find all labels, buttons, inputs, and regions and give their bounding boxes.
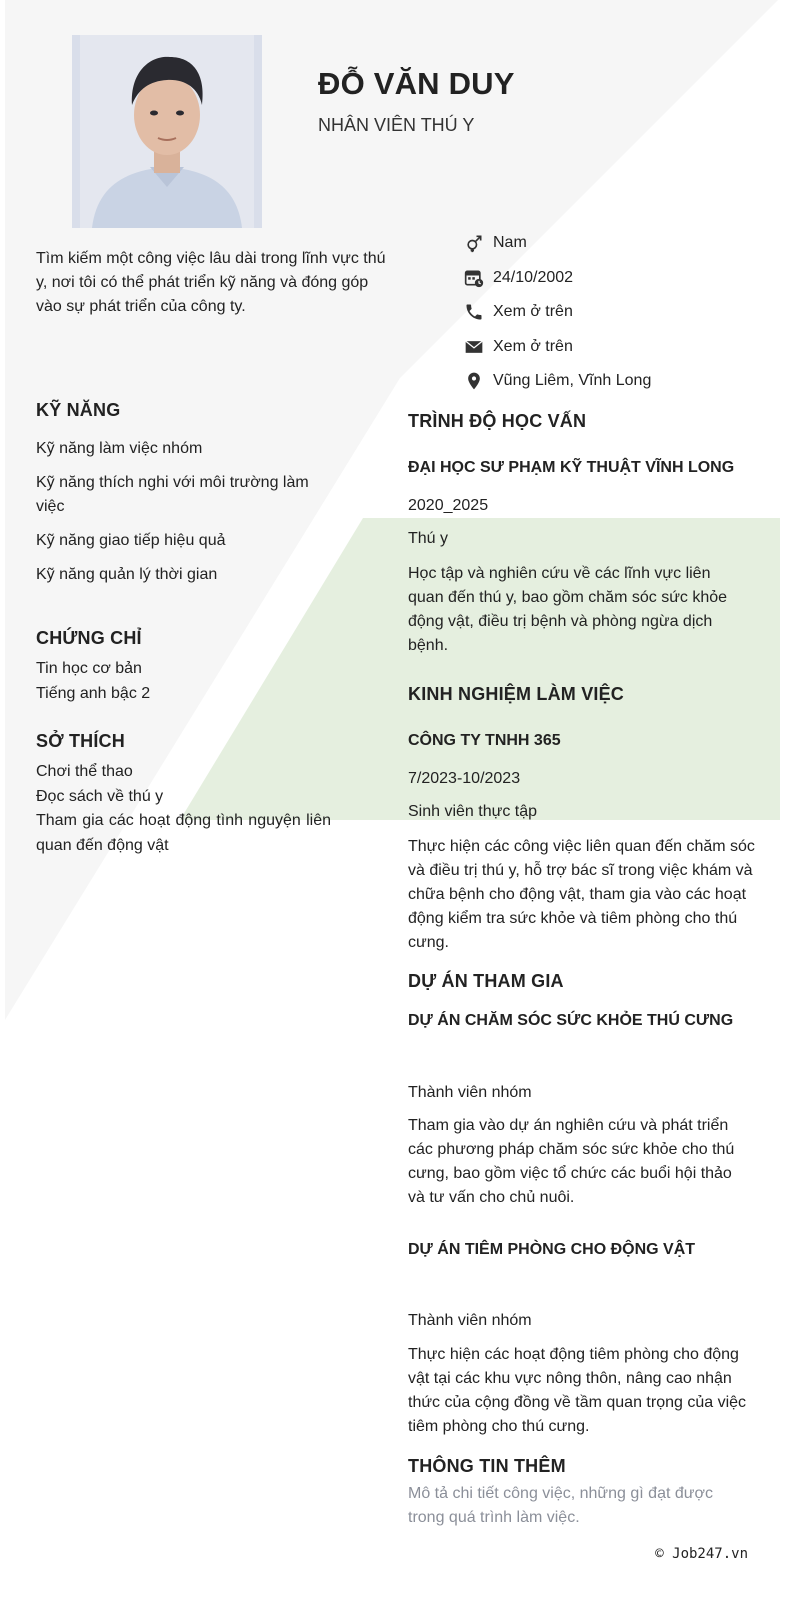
hobbies-section <box>36 731 331 858</box>
additional-info-title: THÔNG TIN THÊM <box>408 1456 566 1476</box>
email-icon <box>463 336 485 358</box>
certificates-list <box>36 657 331 706</box>
education-school: ĐẠI HỌC SƯ PHẠM KỸ THUẬT VĨNH LONG <box>408 459 735 476</box>
skill-item: Kỹ năng quản lý thời gian <box>36 566 218 583</box>
certificates-title: CHỨNG CHỈ <box>36 628 142 648</box>
contact-gender <box>463 226 783 261</box>
education-period: 2020_2025 <box>408 497 489 514</box>
hobby-item: Chơi thể thao <box>36 763 133 780</box>
hobby-item: Tham gia các hoạt động tình nguyện liên quan đến động vật <box>36 812 331 854</box>
gender-icon <box>463 232 485 254</box>
skills-section <box>36 400 331 597</box>
contact-email <box>463 330 783 365</box>
hobbies-list <box>36 760 331 858</box>
project-role: Thành viên nhóm <box>408 1312 532 1329</box>
education-description: Học tập và nghiên cứu về các lĩnh vực liên quan đến thú y, bao gồm chăm sóc sức khỏe động vật, điều trị bệnh và phòng ngừa dịch bệnh. <box>408 565 728 654</box>
phone-value: Xem ở trên <box>493 303 573 321</box>
avatar <box>72 35 262 228</box>
contact-phone <box>463 295 783 330</box>
skills-list <box>36 437 331 587</box>
skill-item: Kỹ năng thích nghi với môi trường làm việc <box>36 474 309 515</box>
experience-period: 7/2023-10/2023 <box>408 770 521 787</box>
experience-role: Sinh viên thực tập <box>408 803 538 820</box>
project-name: DỰ ÁN TIÊM PHÒNG CHO ĐỘNG VẬT <box>408 1241 696 1258</box>
hobbies-title: SỞ THÍCH <box>36 731 125 751</box>
footer-copyright: © Job247.vn <box>655 1546 748 1562</box>
calendar-icon <box>463 267 485 289</box>
location-icon <box>463 370 485 392</box>
certificate-item: Tiếng anh bậc 2 <box>36 684 151 702</box>
skills-title: KỸ NĂNG <box>36 400 121 420</box>
candidate-name: ĐỖ VĂN DUY <box>318 66 515 101</box>
skill-item: Kỹ năng làm việc nhóm <box>36 440 203 457</box>
contact-address <box>463 364 783 399</box>
project-description: Thực hiện các hoạt động tiêm phòng cho động vật tại các khu vực nông thôn, nâng cao nhận thức của cộng đồng về tầm quan trọng của việc tiêm phòng cho thú cưng. <box>408 1346 747 1435</box>
education-section <box>408 411 763 432</box>
experience-title: KINH NGHIỆM LÀM VIỆC <box>408 684 625 704</box>
gender-value: Nam <box>493 234 527 252</box>
phone-icon <box>463 301 485 323</box>
project-description: Tham gia vào dự án nghiên cứu và phát triển các phương pháp chăm sóc sức khỏe cho thú cưng, bao gồm việc tổ chức các buổi hội thảo và tư vấn cho chủ nuôi. <box>408 1117 735 1206</box>
career-objective: Tìm kiếm một công việc lâu dài trong lĩnh vực thú y, nơi tôi có thể phát triển kỹ năng và đóng góp vào sự phát triển của công ty. <box>36 250 386 315</box>
education-title: TRÌNH ĐỘ HỌC VẤN <box>408 411 587 431</box>
additional-info-placeholder[interactable]: Mô tả chi tiết công việc, những gì đạt được trong quá trình làm việc. <box>408 1485 713 1526</box>
certificate-item: Tin học cơ bản <box>36 660 142 677</box>
address-value: Vũng Liêm, Vĩnh Long <box>493 372 652 390</box>
project-name: DỰ ÁN CHĂM SÓC SỨC KHỎE THÚ CƯNG <box>408 1012 734 1029</box>
job-title: NHÂN VIÊN THÚ Y <box>318 115 475 135</box>
certificates-section <box>36 628 331 706</box>
experience-description: Thực hiện các công việc liên quan đến chăm sóc và điều trị thú y, hỗ trợ bác sĩ trong việc khám và chữa bệnh cho động vật, tham gia vào các hoạt động kiểm tra sức khỏe và tiêm phòng cho thú cưng. <box>408 838 755 951</box>
projects-title: DỰ ÁN THAM GIA <box>408 971 564 991</box>
project-role: Thành viên nhóm <box>408 1084 532 1101</box>
experience-company: CÔNG TY TNHH 365 <box>408 732 561 749</box>
birthday-value: 24/10/2002 <box>493 268 574 286</box>
contact-info <box>463 226 783 399</box>
additional-info-section <box>408 1456 763 1477</box>
education-major: Thú y <box>408 530 449 547</box>
contact-birthday <box>463 261 783 296</box>
hobby-item: Đọc sách về thú y <box>36 787 164 805</box>
email-value: Xem ở trên <box>493 337 573 355</box>
projects-section <box>408 971 763 992</box>
experience-section <box>408 684 763 705</box>
skill-item: Kỹ năng giao tiếp hiệu quả <box>36 532 226 549</box>
